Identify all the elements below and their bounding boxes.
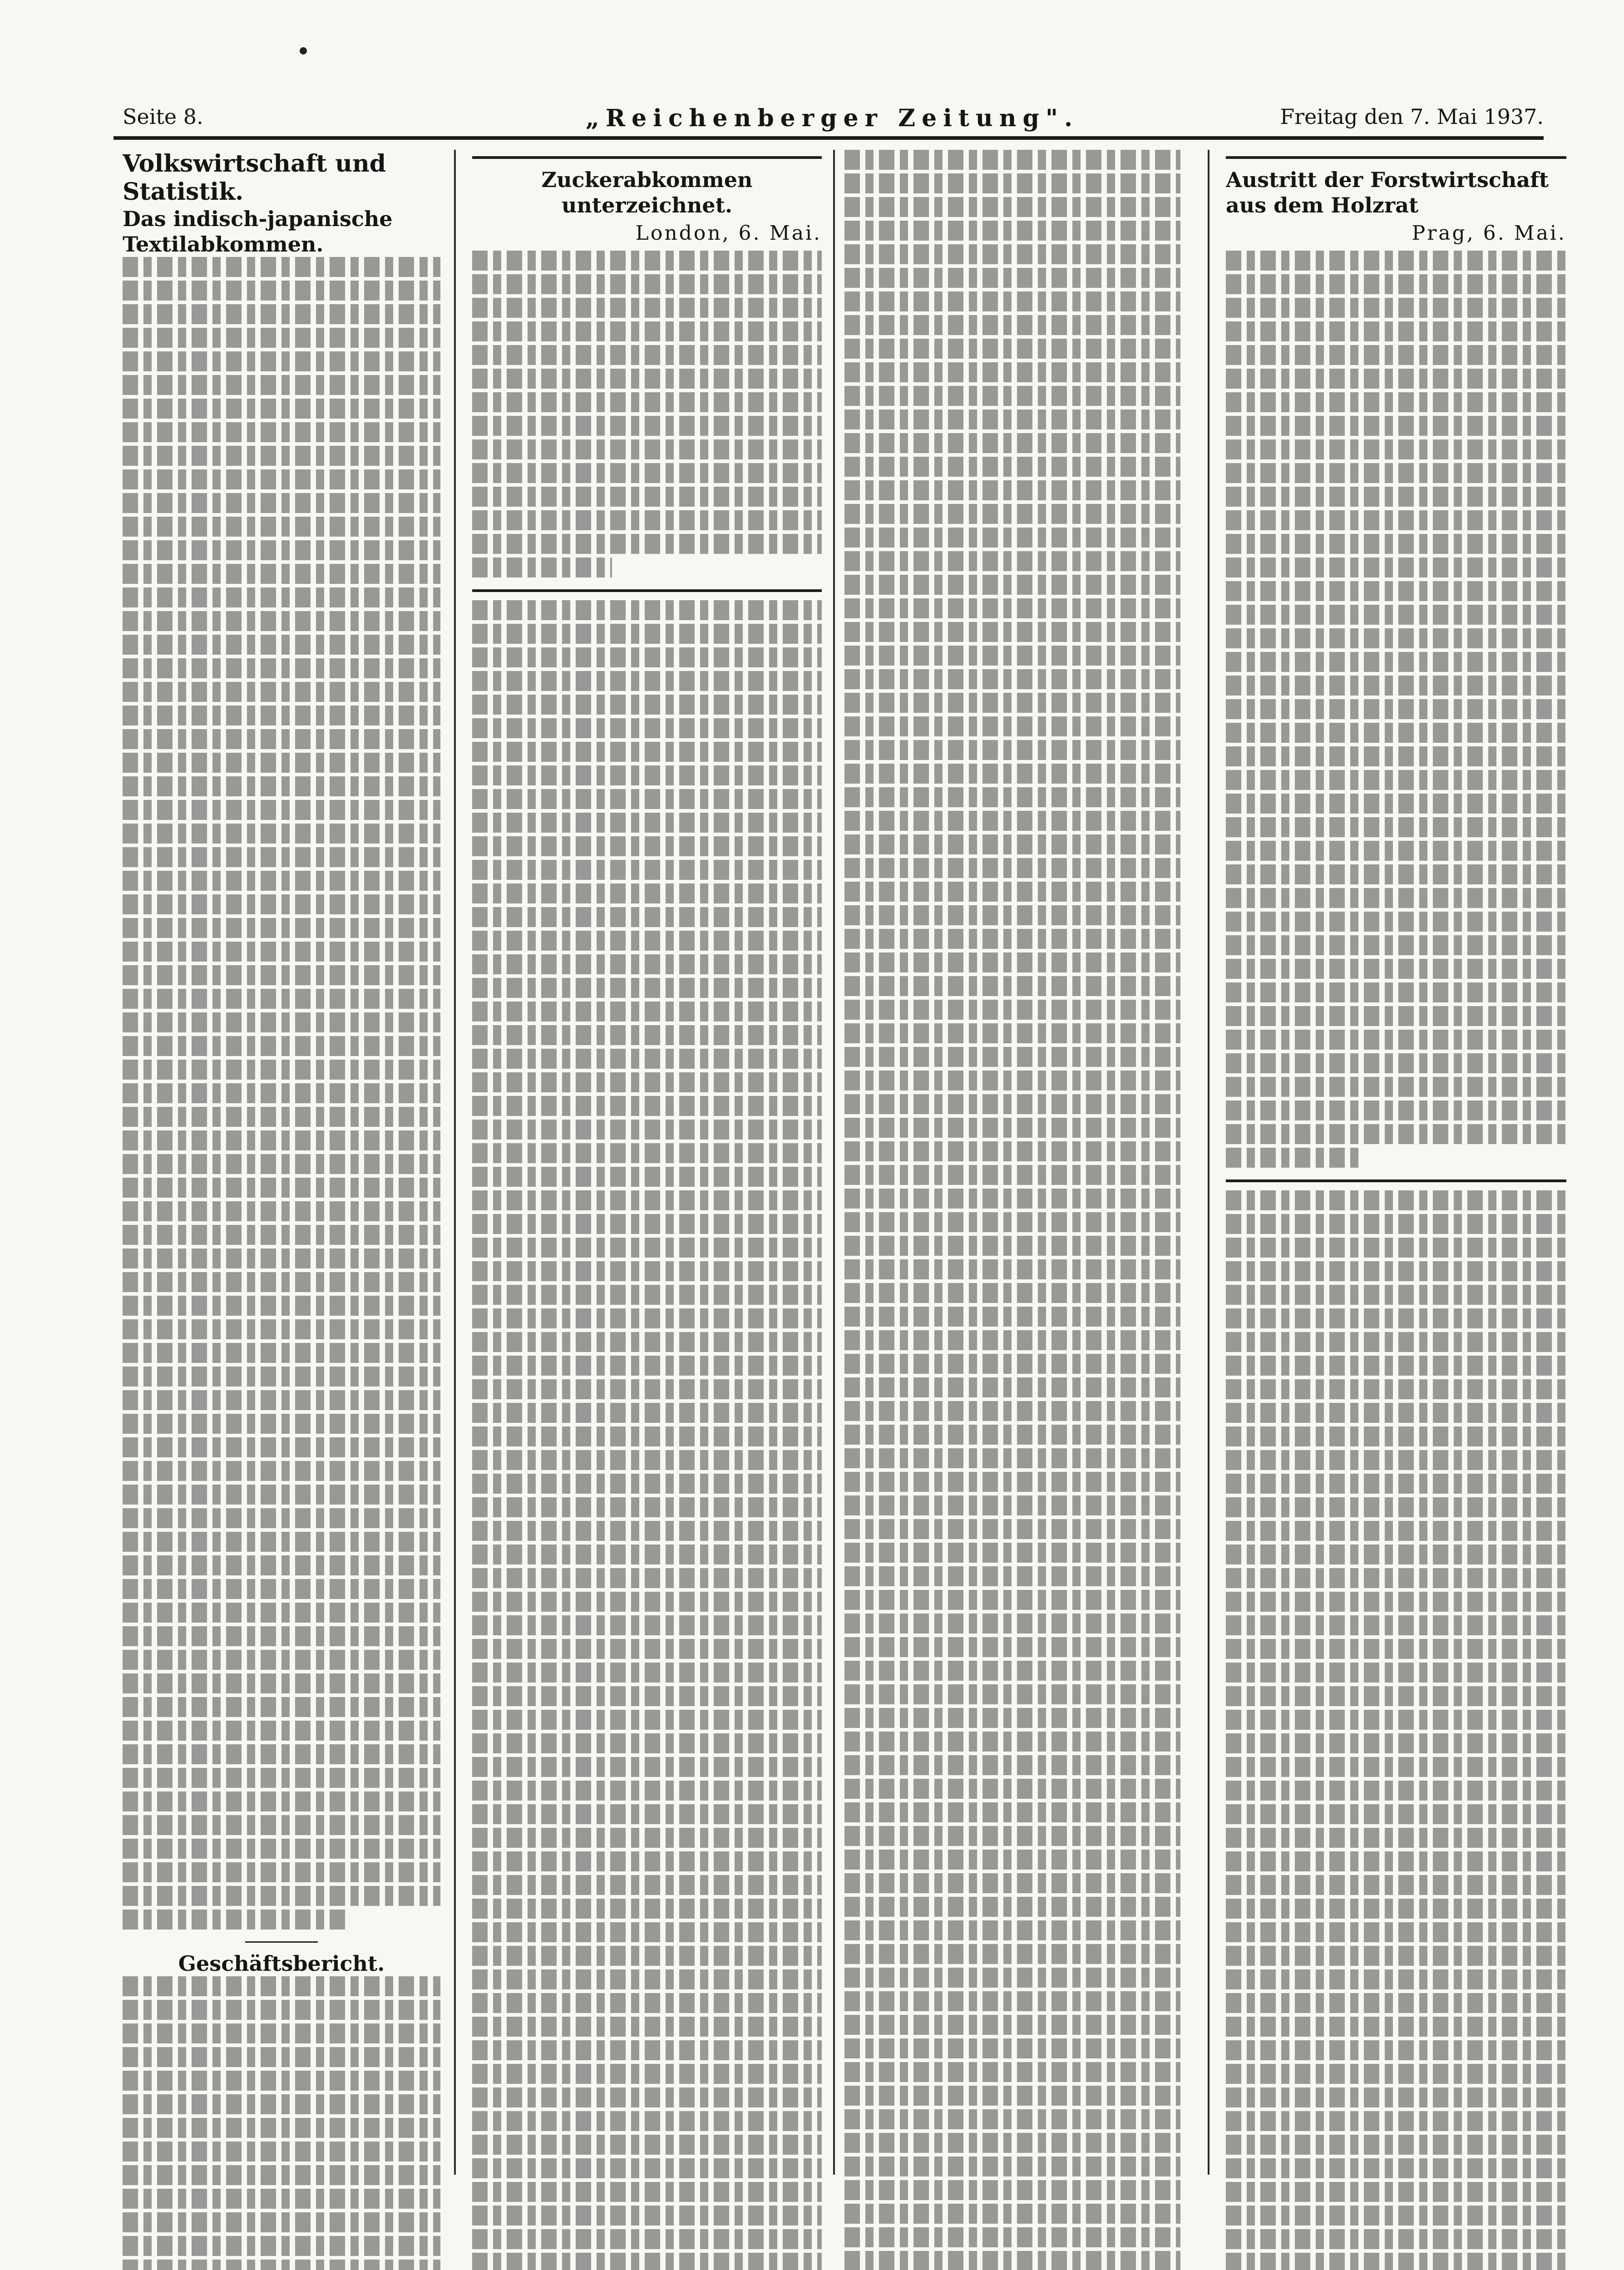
column-4 xyxy=(1226,150,1566,2270)
dateline: Prag, 6. Mai. xyxy=(1412,222,1566,245)
article-separator xyxy=(245,1941,318,1943)
article-headline: Zuckerabkommen unterzeichnet. xyxy=(541,168,753,217)
article-headline: Das indisch-japanische Textilabkommen. xyxy=(123,207,393,257)
column-2 xyxy=(472,150,822,2270)
header-rule xyxy=(114,136,1544,140)
column-1 xyxy=(123,150,440,2270)
issue-date: Freitag den 7. Mai 1937. xyxy=(1280,104,1544,129)
news-items xyxy=(1226,1190,1566,2270)
article-body xyxy=(123,1976,440,2270)
newspaper-title: „Reichenberger Zeitung". xyxy=(586,104,1079,132)
column-divider xyxy=(454,150,456,2175)
page-header xyxy=(123,104,1544,136)
article-headline: Geschäftsbericht. xyxy=(178,1951,385,1976)
dateline: London, 6. Mai. xyxy=(635,222,822,245)
article-rule xyxy=(472,589,822,592)
article-body xyxy=(1226,251,1566,1168)
news-items xyxy=(472,600,822,2270)
headline-rule xyxy=(472,156,822,159)
article-body xyxy=(123,257,440,1930)
section-heading: Volkswirtschaft und Statistik. xyxy=(123,150,386,206)
page-number: Seite 8. xyxy=(123,104,203,129)
column-divider xyxy=(1208,150,1209,2175)
article-rule xyxy=(1226,1179,1566,1182)
ink-dot xyxy=(300,47,307,54)
article-headline: Austritt der Forstwirtschaft aus dem Holzrat xyxy=(1226,168,1549,217)
headline-rule xyxy=(1226,156,1566,159)
column-divider xyxy=(833,150,835,2175)
column-3 xyxy=(844,150,1180,2270)
news-items xyxy=(844,150,1180,2270)
article-body xyxy=(472,251,822,577)
